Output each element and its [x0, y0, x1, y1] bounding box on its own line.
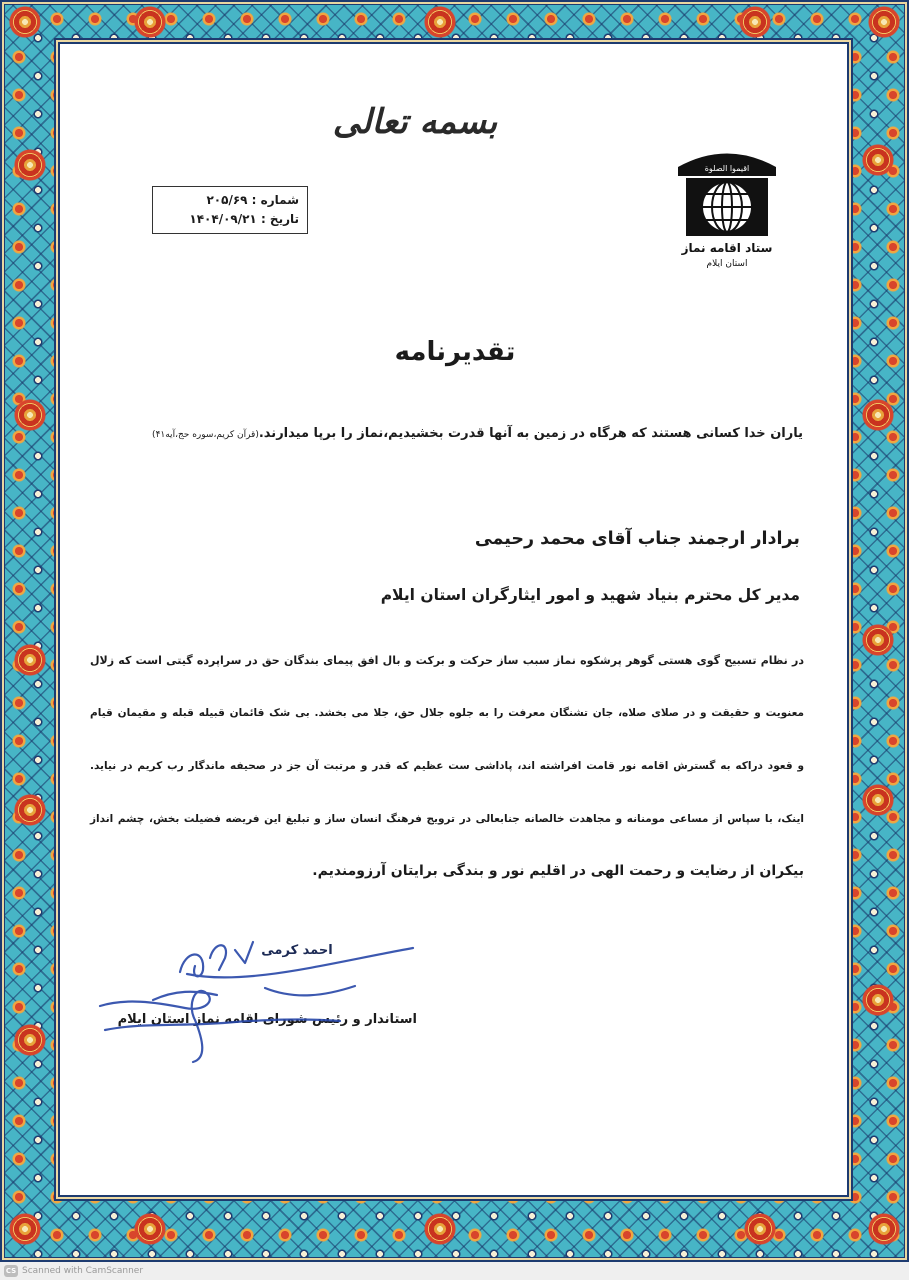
border-flower-icon	[8, 5, 42, 39]
border-flower-icon	[13, 793, 47, 827]
border-flower-icon	[13, 148, 47, 182]
border-flower-icon	[13, 1023, 47, 1057]
reference-number-row	[161, 191, 299, 210]
verse-citation: (قرآن کریم،سوره حج،آیه۴۱)	[152, 430, 259, 440]
quran-verse	[152, 426, 803, 448]
camscanner-badge: CS	[5, 1267, 17, 1275]
border-flower-icon	[133, 1212, 167, 1246]
border-flower-icon	[423, 1212, 457, 1246]
camscanner-text: Scanned with CamScanner	[22, 1266, 144, 1276]
date-value: ۱۴۰۴/۰۹/۲۱	[189, 212, 257, 226]
border-flower-icon	[867, 1212, 901, 1246]
recipient-position: مدیر کل محترم بنیاد شهید و امور ایثارگران استان ایلام	[380, 586, 800, 604]
reference-date-row	[161, 210, 299, 229]
scanner-footer	[0, 1262, 909, 1280]
border-flower-icon	[861, 398, 895, 432]
number-label: شماره :	[251, 193, 299, 207]
body-line: معنویت و حقیقت و در صلای صلاه، جان تشنگان معرفت را به جلوه جلال حق، جلا می بخشد. بی شک قائمان قبیله قبله و مقیمان قیام	[90, 707, 804, 719]
border-flower-icon	[861, 143, 895, 177]
logo-org-name: ستاد اقامه نماز	[681, 241, 773, 255]
number-value: ۲۰۵/۶۹	[206, 193, 248, 207]
body-line: اینک، با سپاس از مساعی مومنانه و مجاهدت خالصانه جنابعالی در ترویج فرهنگ انسان ساز و تبلیغ این فریضه فضیلت بخش، چشم انداز	[90, 813, 804, 825]
border-flower-icon	[861, 983, 895, 1017]
body-line: در نظام تسبیح گوی هستی گوهر پرشکوه نماز سبب ساز حرکت و برکت و بال افق پیمای بندگان حق در سراپرده گیتی است که زلال	[90, 654, 804, 667]
border-flower-icon	[423, 5, 457, 39]
border-flower-icon	[861, 623, 895, 657]
border-flower-icon	[13, 398, 47, 432]
border-flower-icon	[133, 5, 167, 39]
certificate-title: تقدیرنامه	[394, 337, 516, 367]
handwritten-signature	[95, 930, 425, 1070]
border-flower-icon	[8, 1212, 42, 1246]
date-label: تاریخ :	[260, 212, 299, 226]
recipient-salutation: برادار ارجمند جناب آقای محمد رحیمی	[474, 529, 800, 549]
border-flower-icon	[743, 1212, 777, 1246]
border-flower-icon	[861, 783, 895, 817]
border-flower-icon	[867, 5, 901, 39]
body-line: بیکران از رضایت و رحمت الهی در اقلیم نور و بندگی برایتان آرزومندیم.	[312, 863, 804, 879]
body-line: و قعود دراکه به گسترش اقامه نور قامت افراشته اند، پاداشی ست عظیم که قدر و مرتبت آن جز در صحیفه ماندگار رب کریم در نیاید.	[90, 760, 804, 772]
logo-motto: اقیموا الصلوة	[704, 164, 750, 173]
logo-province: استان ایلام	[706, 259, 748, 269]
signatory-title: استاندار و رئیس شورای اقامه نماز استان ایلام	[117, 1012, 417, 1027]
org-logo-icon	[672, 140, 782, 270]
border-flower-icon	[738, 5, 772, 39]
verse-text: یاران خدا کسانی هستند که هرگاه در زمین به آنها قدرت بخشیدیم،نماز را برپا میدارند.	[258, 426, 803, 441]
reference-box	[152, 186, 308, 234]
bismillah-heading: بسمه تعالی	[332, 102, 498, 142]
signatory-name: احمد کرمی	[261, 943, 333, 958]
border-flower-icon	[13, 643, 47, 677]
